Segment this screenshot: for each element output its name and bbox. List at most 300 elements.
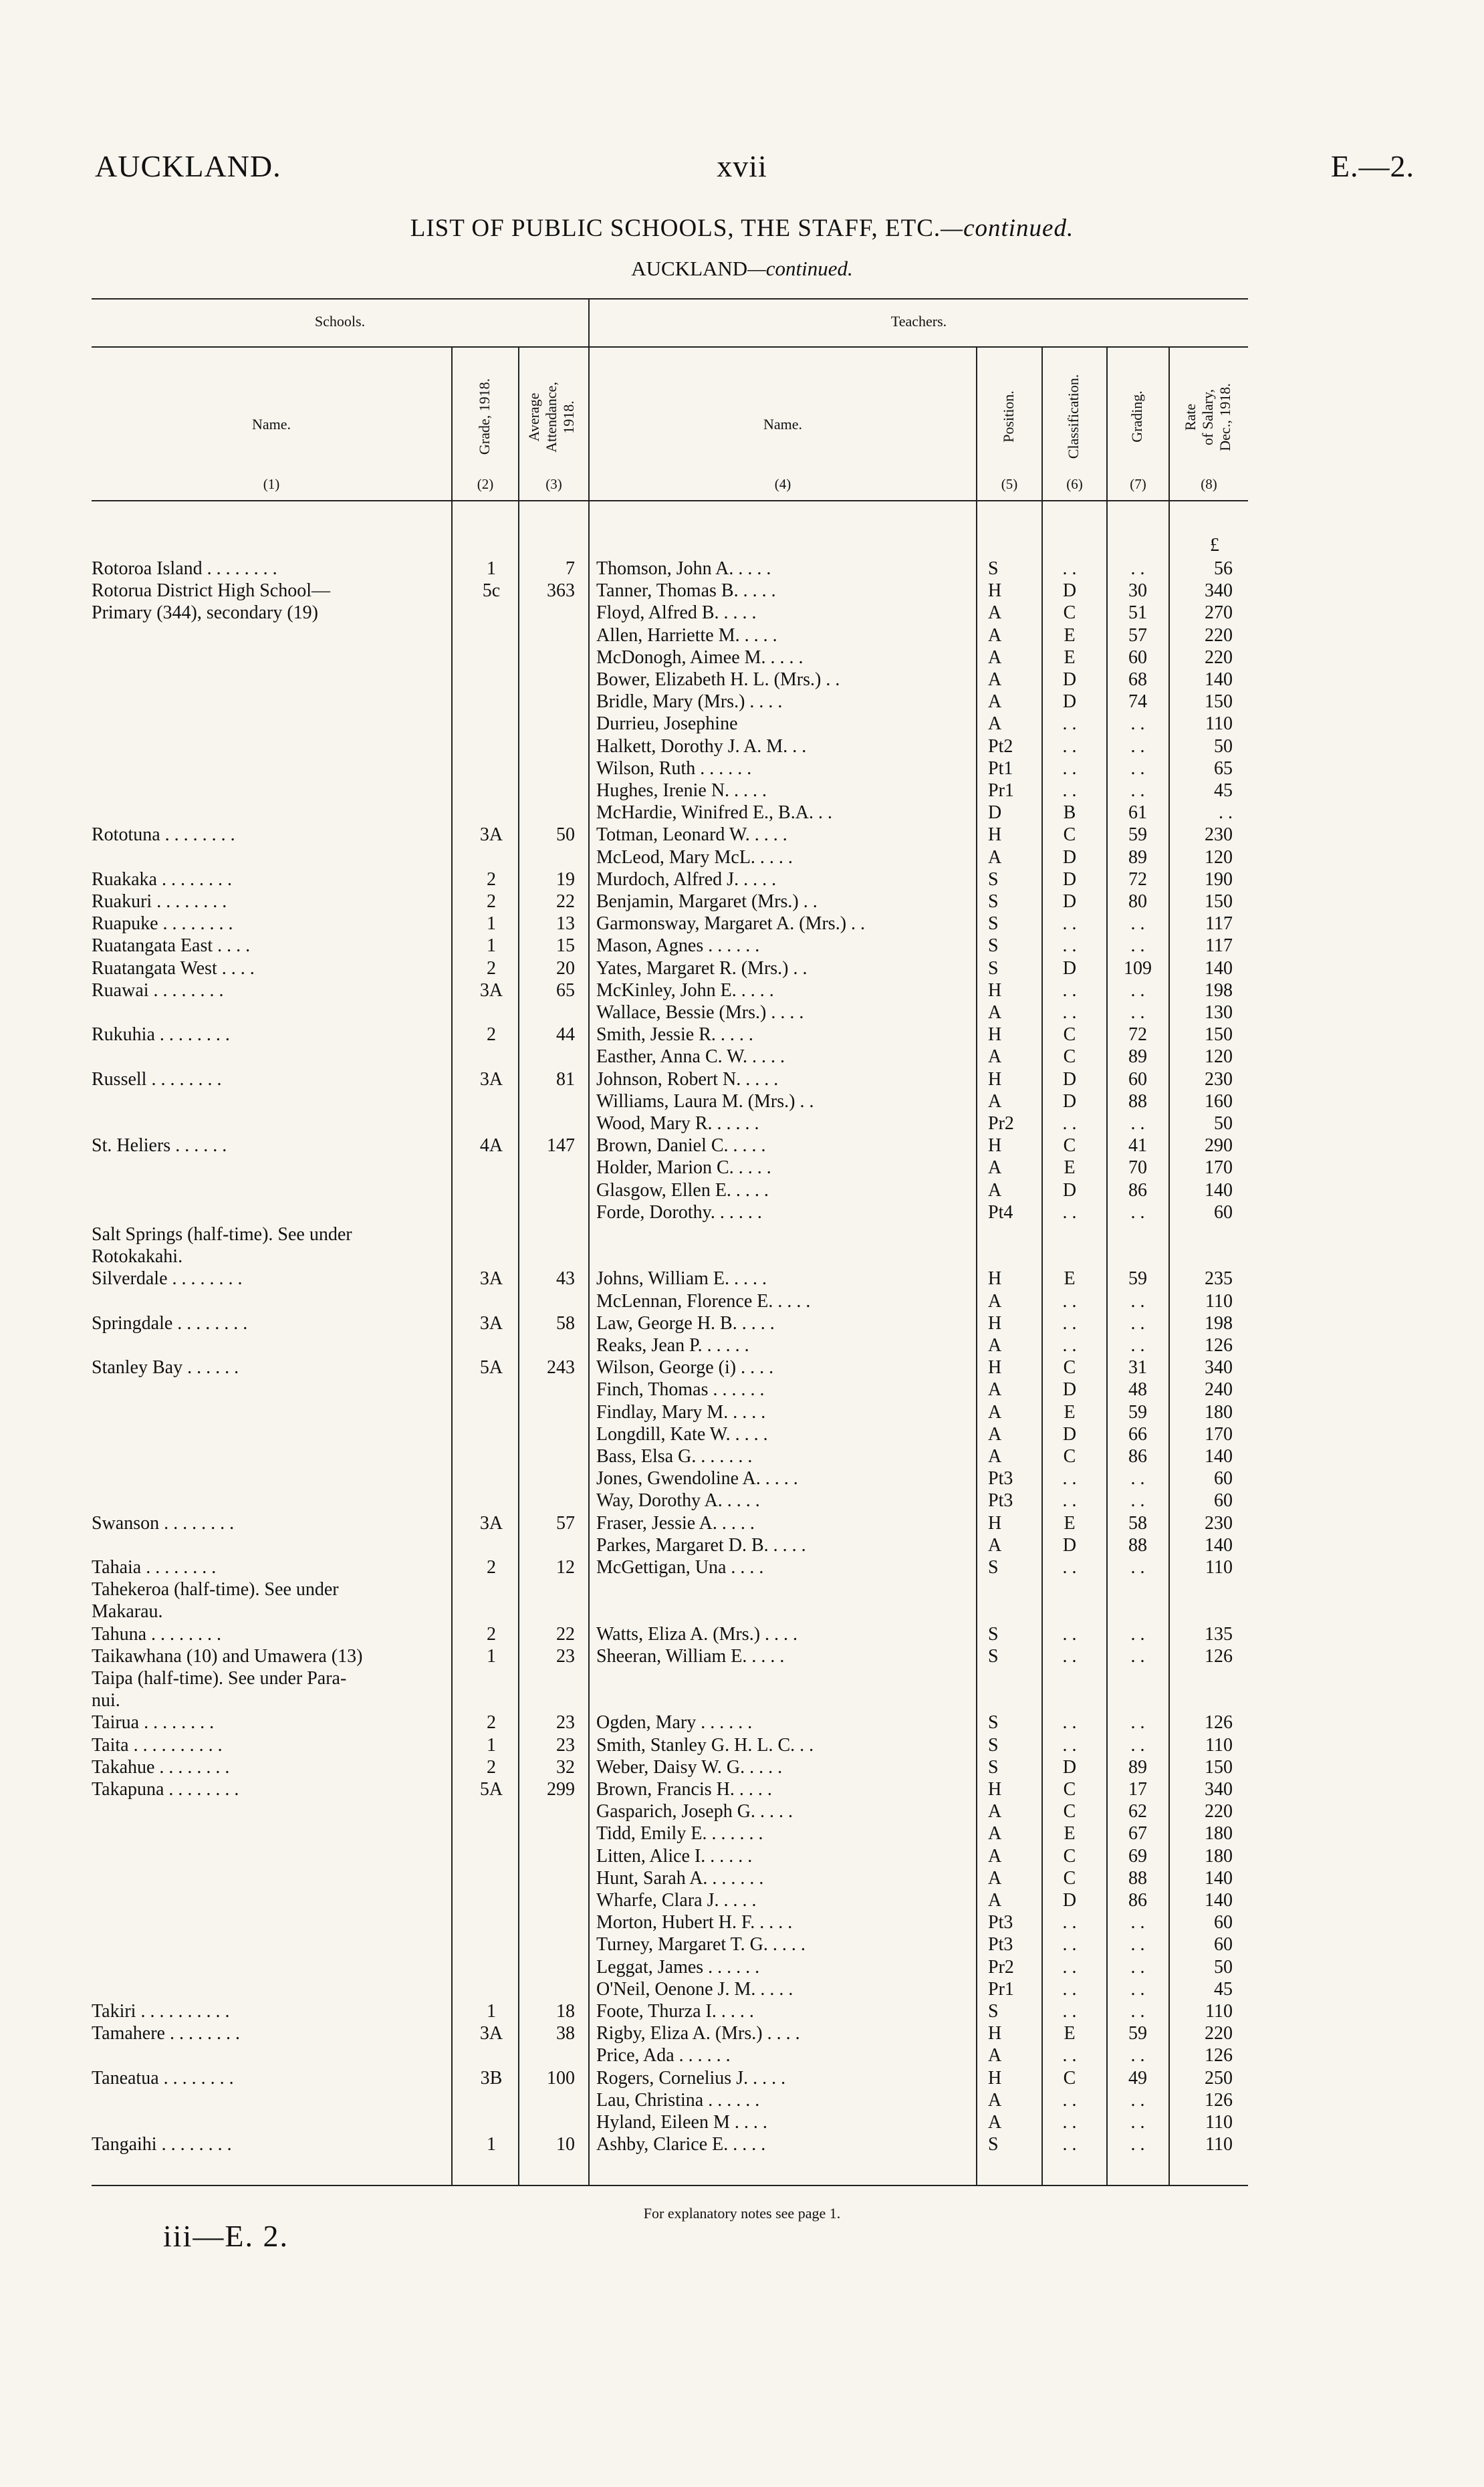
classification-cell: . .	[1062, 1978, 1077, 2000]
grading-cell: 60	[1128, 1068, 1147, 1090]
classification-cell: C	[1063, 1779, 1076, 1800]
attendance-cell: 15	[556, 935, 575, 957]
position-cell: Pt3	[988, 1468, 1013, 1490]
classification-cell: . .	[1062, 1335, 1077, 1356]
grading-cell: . .	[1130, 1912, 1145, 1933]
position-cell: H	[988, 580, 1002, 602]
classification-cell: D	[1062, 891, 1077, 912]
salary-cell: 50	[1214, 1113, 1233, 1134]
salary-cell: 126	[1205, 2045, 1233, 2066]
salary-cell: 140	[1205, 669, 1233, 690]
table-row	[0, 1223, 1484, 1246]
position-cell: A	[988, 669, 1002, 690]
position-cell: A	[988, 1046, 1002, 1068]
grade-cell: 3A	[479, 1068, 503, 1090]
table-row	[0, 1623, 1484, 1645]
teacher-name-cell: Bass, Elsa G. . . . . . .	[596, 1446, 753, 1467]
teacher-name-cell: Bridle, Mary (Mrs.) . . . .	[596, 691, 783, 713]
classification-cell: E	[1064, 1401, 1076, 1423]
teacher-name-cell: Price, Ada . . . . . .	[596, 2045, 731, 2066]
table-row	[0, 624, 1484, 646]
classification-cell: C	[1063, 1867, 1076, 1889]
teacher-name-cell: Thomson, John A. . . . .	[596, 558, 771, 579]
grade-cell: 5A	[479, 1357, 503, 1379]
position-cell: A	[988, 1423, 1002, 1445]
column-number: (7)	[1130, 476, 1146, 492]
teacher-name-cell: Rigby, Eliza A. (Mrs.) . . . .	[596, 2023, 800, 2044]
column-number: (2)	[477, 476, 494, 492]
grading-cell: 80	[1128, 891, 1147, 912]
grading-cell: 59	[1128, 2023, 1147, 2044]
teacher-name-cell: Durrieu, Josephine	[596, 713, 738, 735]
school-name-cell: Tairua . . . . . . . .	[92, 1712, 215, 1734]
position-cell: Pt3	[988, 1912, 1013, 1933]
grading-cell: . .	[1130, 1468, 1145, 1490]
school-name-cell: Silverdale . . . . . . . .	[92, 1268, 243, 1290]
teacher-name-cell: Law, George H. B. . . . .	[596, 1312, 775, 1334]
salary-cell: 126	[1205, 1645, 1233, 1667]
position-cell: S	[988, 891, 999, 912]
table-row	[0, 2044, 1484, 2066]
attendance-cell: 243	[547, 1357, 575, 1379]
position-cell: Pr1	[988, 780, 1014, 801]
salary-cell: 150	[1205, 1024, 1233, 1046]
classification-cell: . .	[1062, 1113, 1077, 1134]
table-row	[0, 1534, 1484, 1556]
grading-cell: . .	[1130, 757, 1145, 779]
school-name-cell: Taikawhana (10) and Umawera (13)	[92, 1645, 363, 1667]
currency-symbol: £	[1210, 535, 1219, 556]
teacher-name-cell: Brown, Francis H. . . . .	[596, 1779, 772, 1800]
grade-cell: 2	[487, 1623, 496, 1645]
teacher-name-cell: Hughes, Irenie N. . . . .	[596, 780, 767, 801]
position-cell: A	[988, 846, 1002, 868]
classification-cell: . .	[1062, 913, 1077, 935]
salary-cell: 240	[1205, 1379, 1233, 1401]
classification-cell: C	[1063, 1046, 1076, 1068]
teacher-name-cell: Wood, Mary R. . . . . .	[596, 1113, 759, 1134]
classification-cell: C	[1063, 824, 1076, 846]
classification-cell: C	[1063, 1357, 1076, 1379]
schools-header: Schools.	[314, 313, 366, 330]
table-row	[0, 1845, 1484, 1867]
table-row	[0, 1578, 1484, 1601]
salary-cell: 270	[1205, 602, 1233, 624]
table-row	[0, 1068, 1484, 1090]
teacher-name-cell: Halkett, Dorothy J. A. M. . .	[596, 735, 807, 757]
running-head-left: AUCKLAND.	[95, 149, 281, 183]
teacher-name-cell: McGettigan, Una . . . .	[596, 1557, 764, 1578]
page-subtitle: AUCKLAND—continued.	[631, 257, 853, 280]
school-name-cell: Rotorua District High School—	[92, 580, 330, 602]
table-row	[0, 868, 1484, 891]
table-row	[0, 646, 1484, 669]
salary-cell: 117	[1205, 913, 1233, 935]
position-cell: S	[988, 957, 999, 979]
position-cell: A	[988, 1401, 1002, 1423]
classification-cell: D	[1062, 1890, 1077, 1911]
salary-cell: 150	[1205, 691, 1233, 713]
classification-cell: D	[1062, 1423, 1077, 1445]
grading-cell: 59	[1128, 1268, 1147, 1290]
attendance-cell: 57	[556, 1512, 575, 1534]
school-name-cell: Makarau.	[92, 1601, 163, 1623]
grading-cell: . .	[1130, 2134, 1145, 2155]
table-row	[0, 1090, 1484, 1112]
position-cell: H	[988, 1068, 1002, 1090]
position-cell: A	[988, 602, 1002, 624]
salary-cell: 198	[1205, 979, 1233, 1001]
attendance-cell: 18	[556, 2001, 575, 2022]
salary-cell: 340	[1205, 1357, 1233, 1379]
attendance-cell: 363	[547, 580, 575, 602]
grading-cell: 86	[1128, 1890, 1147, 1911]
salary-cell: 60	[1214, 1912, 1233, 1933]
teacher-name-cell: Brown, Daniel C. . . . .	[596, 1135, 766, 1157]
position-cell: A	[988, 1845, 1002, 1867]
classification-cell: D	[1062, 1068, 1077, 1090]
teacher-name-cell: Allen, Harriette M. . . . .	[596, 624, 777, 646]
teacher-name-cell: Watts, Eliza A. (Mrs.) . . . .	[596, 1623, 798, 1645]
school-name-header: Name.	[251, 416, 291, 433]
salary-cell: 126	[1205, 1712, 1233, 1734]
salary-cell: 135	[1205, 1623, 1233, 1645]
grade-cell: 3A	[479, 1312, 503, 1334]
classification-cell: . .	[1062, 1312, 1077, 1334]
salary-cell: 140	[1205, 1890, 1233, 1911]
position-cell: A	[988, 1890, 1002, 1911]
page-number: xvii	[717, 149, 767, 183]
grading-cell: . .	[1130, 1490, 1145, 1512]
position-cell: S	[988, 1712, 999, 1734]
grading-cell: . .	[1130, 558, 1145, 579]
position-cell: S	[988, 913, 999, 935]
grade-cell: 5c	[482, 580, 501, 602]
position-cell: S	[988, 1623, 999, 1645]
salary-cell: 65	[1214, 757, 1233, 779]
school-name-cell: St. Heliers . . . . . .	[92, 1135, 227, 1157]
grade-cell: 2	[487, 1756, 496, 1778]
table-row	[0, 1356, 1484, 1379]
classification-cell: C	[1063, 2067, 1076, 2089]
position-cell: S	[988, 2134, 999, 2155]
school-name-cell: Tamahere . . . . . . . .	[92, 2023, 240, 2044]
grading-cell: 109	[1124, 957, 1152, 979]
grading-cell: . .	[1130, 2089, 1145, 2111]
attendance-cell: 23	[556, 1645, 575, 1667]
grading-cell: . .	[1130, 1113, 1145, 1134]
school-name-cell: Springdale . . . . . . . .	[92, 1312, 248, 1334]
grading-cell: 60	[1128, 646, 1147, 668]
table-row	[0, 1645, 1484, 1667]
salary-cell: 340	[1205, 580, 1233, 602]
table-row	[0, 979, 1484, 1001]
grading-cell: . .	[1130, 1934, 1145, 1956]
classification-cell: C	[1063, 1024, 1076, 1046]
running-head-right: E.—2.	[1330, 149, 1414, 183]
grade-cell: 1	[487, 1645, 496, 1667]
grading-cell: . .	[1130, 713, 1145, 735]
position-cell: A	[988, 1090, 1002, 1112]
salary-cell: 160	[1205, 1090, 1233, 1112]
position-cell: Pt4	[988, 1201, 1013, 1223]
school-name-cell: Tahuna . . . . . . . .	[92, 1623, 222, 1645]
salary-cell: 150	[1205, 891, 1233, 912]
teacher-name-cell: Easther, Anna C. W. . . . .	[596, 1046, 785, 1068]
school-name-cell: Swanson . . . . . . . .	[92, 1512, 235, 1534]
salary-cell: 140	[1205, 957, 1233, 979]
position-cell: H	[988, 1512, 1002, 1534]
grading-cell: . .	[1130, 1956, 1145, 1978]
teacher-name-cell: Tanner, Thomas B. . . . .	[596, 580, 776, 602]
teacher-name-cell: Johns, William E. . . . .	[596, 1268, 767, 1290]
grade-cell: 2	[487, 868, 496, 890]
table-row	[0, 691, 1484, 713]
classification-cell: . .	[1062, 1557, 1077, 1578]
teacher-name-cell: Way, Dorothy A. . . . .	[596, 1490, 760, 1512]
grading-cell: 48	[1128, 1379, 1147, 1401]
classification-header: Classification.	[1065, 374, 1082, 459]
grade-cell: 1	[487, 935, 496, 957]
classification-cell: C	[1063, 1801, 1076, 1822]
attendance-cell: 299	[547, 1779, 575, 1800]
table-row	[0, 1889, 1484, 1911]
classification-cell: . .	[1062, 1468, 1077, 1490]
classification-cell: . .	[1062, 558, 1077, 579]
teacher-name-cell: Parkes, Margaret D. B. . . . .	[596, 1534, 806, 1556]
grading-cell: . .	[1130, 780, 1145, 801]
grading-header: Grading.	[1128, 390, 1145, 443]
teacher-name-cell: Findlay, Mary M. . . . .	[596, 1401, 766, 1423]
classification-cell: . .	[1062, 979, 1077, 1001]
classification-cell: . .	[1062, 780, 1077, 801]
attendance-header: Average Attendance, 1918.	[525, 382, 577, 453]
teacher-name-cell: McKinley, John E. . . . .	[596, 979, 774, 1001]
teacher-name-cell: Reaks, Jean P. . . . . .	[596, 1335, 749, 1356]
position-cell: A	[988, 2112, 1002, 2133]
table-row	[0, 2022, 1484, 2044]
salary-cell: 110	[1205, 1290, 1233, 1312]
attendance-cell: 65	[556, 979, 575, 1001]
salary-cell: 190	[1205, 868, 1233, 890]
salary-cell: 50	[1214, 735, 1233, 757]
position-cell: Pt3	[988, 1934, 1013, 1956]
teacher-name-cell: Garmonsway, Margaret A. (Mrs.) . .	[596, 913, 866, 935]
school-name-cell: Rotokakahi.	[92, 1246, 183, 1268]
salary-header: Rate of Salary, Dec., 1918.	[1182, 383, 1233, 451]
attendance-cell: 19	[556, 868, 575, 890]
school-name-cell: Tahekeroa (half-time). See under	[92, 1579, 339, 1601]
school-name-cell: Taita . . . . . . . . . .	[92, 1734, 223, 1756]
grading-cell: . .	[1130, 1712, 1145, 1734]
salary-cell: . .	[1219, 802, 1233, 824]
grading-cell: 49	[1128, 2067, 1147, 2089]
grading-cell: 58	[1128, 1512, 1147, 1534]
position-cell: A	[988, 1179, 1002, 1201]
teacher-name-cell: Floyd, Alfred B. . . . .	[596, 602, 757, 624]
table-row	[0, 1601, 1484, 1623]
grading-cell: 88	[1128, 1090, 1147, 1112]
classification-cell: D	[1062, 1756, 1077, 1778]
grading-cell: . .	[1130, 1645, 1145, 1667]
classification-cell: E	[1064, 624, 1076, 646]
classification-cell: D	[1062, 868, 1077, 890]
school-name-cell: Takiri . . . . . . . . . .	[92, 2001, 230, 2022]
position-cell: A	[988, 1379, 1002, 1401]
school-name-cell: Takapuna . . . . . . . .	[92, 1779, 239, 1800]
attendance-cell: 7	[566, 558, 575, 579]
salary-cell: 230	[1205, 1068, 1233, 1090]
salary-cell: 220	[1205, 624, 1233, 646]
grading-cell: 72	[1128, 1024, 1147, 1046]
attendance-cell: 58	[556, 1312, 575, 1334]
salary-cell: 140	[1205, 1179, 1233, 1201]
grading-cell: 74	[1128, 691, 1147, 713]
position-cell: S	[988, 1756, 999, 1778]
teacher-name-cell: Foote, Thurza I. . . . .	[596, 2001, 754, 2022]
table-row	[0, 1756, 1484, 1778]
position-cell: Pr2	[988, 1956, 1014, 1978]
salary-cell: 230	[1205, 1512, 1233, 1534]
attendance-cell: 43	[556, 1268, 575, 1290]
position-cell: A	[988, 1002, 1002, 1023]
table-row	[0, 1401, 1484, 1423]
table-header-bottom-rule	[92, 500, 1248, 501]
salary-cell: 220	[1205, 2023, 1233, 2044]
position-cell: A	[988, 1534, 1002, 1556]
table-row	[0, 1246, 1484, 1268]
position-cell: A	[988, 624, 1002, 646]
salary-cell: 170	[1205, 1157, 1233, 1179]
teacher-name-cell: Tidd, Emily E. . . . . . .	[596, 1823, 763, 1845]
grade-header: Grade, 1918.	[476, 378, 493, 455]
table-top-rule	[92, 298, 1248, 300]
school-name-cell: Ruapuke . . . . . . . .	[92, 913, 233, 935]
position-cell: H	[988, 2067, 1002, 2089]
attendance-cell: 23	[556, 1712, 575, 1734]
table-row	[0, 757, 1484, 780]
salary-cell: 198	[1205, 1312, 1233, 1334]
table-row	[0, 1312, 1484, 1334]
salary-cell: 60	[1214, 1490, 1233, 1512]
school-name-cell: Taneatua . . . . . . . .	[92, 2067, 234, 2089]
table-row	[0, 824, 1484, 846]
classification-cell: . .	[1062, 1712, 1077, 1734]
teacher-name-cell: Mason, Agnes . . . . . .	[596, 935, 760, 957]
grading-cell: . .	[1130, 1290, 1145, 1312]
teacher-name-cell: Wharfe, Clara J. . . . .	[596, 1890, 757, 1911]
table-row	[0, 1911, 1484, 1933]
classification-cell: . .	[1062, 2134, 1077, 2155]
salary-cell: 150	[1205, 1756, 1233, 1778]
salary-cell: 180	[1205, 1823, 1233, 1845]
grading-cell: . .	[1130, 1335, 1145, 1356]
classification-cell: . .	[1062, 1645, 1077, 1667]
classification-cell: . .	[1062, 735, 1077, 757]
grading-cell: 66	[1128, 1423, 1147, 1445]
teacher-name-cell: McDonogh, Aimee M. . . . .	[596, 646, 803, 668]
grade-cell: 1	[487, 2001, 496, 2022]
salary-cell: 110	[1205, 2112, 1233, 2133]
salary-cell: 50	[1214, 1956, 1233, 1978]
table-row	[0, 580, 1484, 602]
position-cell: H	[988, 1357, 1002, 1379]
position-cell: H	[988, 1135, 1002, 1157]
teacher-name-cell: Gasparich, Joseph G. . . . .	[596, 1801, 793, 1822]
school-name-cell: Taipa (half-time). See under Para-	[92, 1668, 347, 1689]
teacher-name-cell: Turney, Margaret T. G. . . . .	[596, 1934, 806, 1956]
table-row	[0, 1135, 1484, 1157]
grade-cell: 2	[487, 957, 496, 979]
table-row	[0, 2111, 1484, 2133]
table-row	[0, 802, 1484, 824]
classification-cell: . .	[1062, 2089, 1077, 2111]
teacher-name-cell: Finch, Thomas . . . . . .	[596, 1379, 765, 1401]
grading-cell: 72	[1128, 868, 1147, 890]
teacher-name-cell: Johnson, Robert N. . . . .	[596, 1068, 779, 1090]
position-cell: H	[988, 1268, 1002, 1290]
attendance-cell: 147	[547, 1135, 575, 1157]
salary-cell: 110	[1205, 713, 1233, 735]
classification-cell: . .	[1062, 1002, 1077, 1023]
teacher-name-cell: Benjamin, Margaret (Mrs.) . .	[596, 891, 818, 912]
classification-cell: D	[1062, 1090, 1077, 1112]
table-row	[0, 1179, 1484, 1201]
position-cell: D	[988, 802, 1002, 824]
school-name-cell: Ruakuri . . . . . . . .	[92, 891, 227, 912]
position-cell: A	[988, 1335, 1002, 1356]
position-cell: A	[988, 691, 1002, 713]
position-cell: Pr1	[988, 1978, 1014, 2000]
column-number: (8)	[1201, 476, 1217, 492]
table-row	[0, 1001, 1484, 1024]
table-row	[0, 1379, 1484, 1401]
classification-cell: . .	[1062, 1734, 1077, 1756]
grade-cell: 1	[487, 558, 496, 579]
position-cell: A	[988, 1290, 1002, 1312]
salary-cell: 290	[1205, 1135, 1233, 1157]
grade-cell: 2	[487, 1712, 496, 1734]
table-row	[0, 1157, 1484, 1179]
classification-cell: D	[1062, 1534, 1077, 1556]
attendance-cell: 44	[556, 1024, 575, 1046]
salary-cell: 250	[1205, 2067, 1233, 2089]
table-row	[0, 1268, 1484, 1290]
grading-cell: . .	[1130, 979, 1145, 1001]
grade-cell: 3A	[479, 1268, 503, 1290]
salary-cell: 220	[1205, 646, 1233, 668]
school-name-cell: Russell . . . . . . . .	[92, 1068, 222, 1090]
attendance-cell: 38	[556, 2023, 575, 2044]
classification-cell: . .	[1062, 1201, 1077, 1223]
table-row	[0, 2089, 1484, 2111]
classification-cell: D	[1062, 580, 1077, 602]
teacher-name-cell: Longdill, Kate W. . . . .	[596, 1423, 768, 1445]
table-row	[0, 1689, 1484, 1711]
school-name-cell: Tangaihi . . . . . . . .	[92, 2134, 232, 2155]
salary-cell: 45	[1214, 780, 1233, 801]
grading-cell: . .	[1130, 1002, 1145, 1023]
position-cell: A	[988, 1801, 1002, 1822]
classification-cell: E	[1064, 1157, 1076, 1179]
classification-cell: . .	[1062, 1623, 1077, 1645]
table-row	[0, 1512, 1484, 1534]
grading-cell: 68	[1128, 669, 1147, 690]
teacher-name-cell: Hyland, Eileen M . . . .	[596, 2112, 767, 2133]
salary-cell: 235	[1205, 1268, 1233, 1290]
teacher-name-cell: Lau, Christina . . . . . .	[596, 2089, 760, 2111]
grading-cell: 59	[1128, 1401, 1147, 1423]
